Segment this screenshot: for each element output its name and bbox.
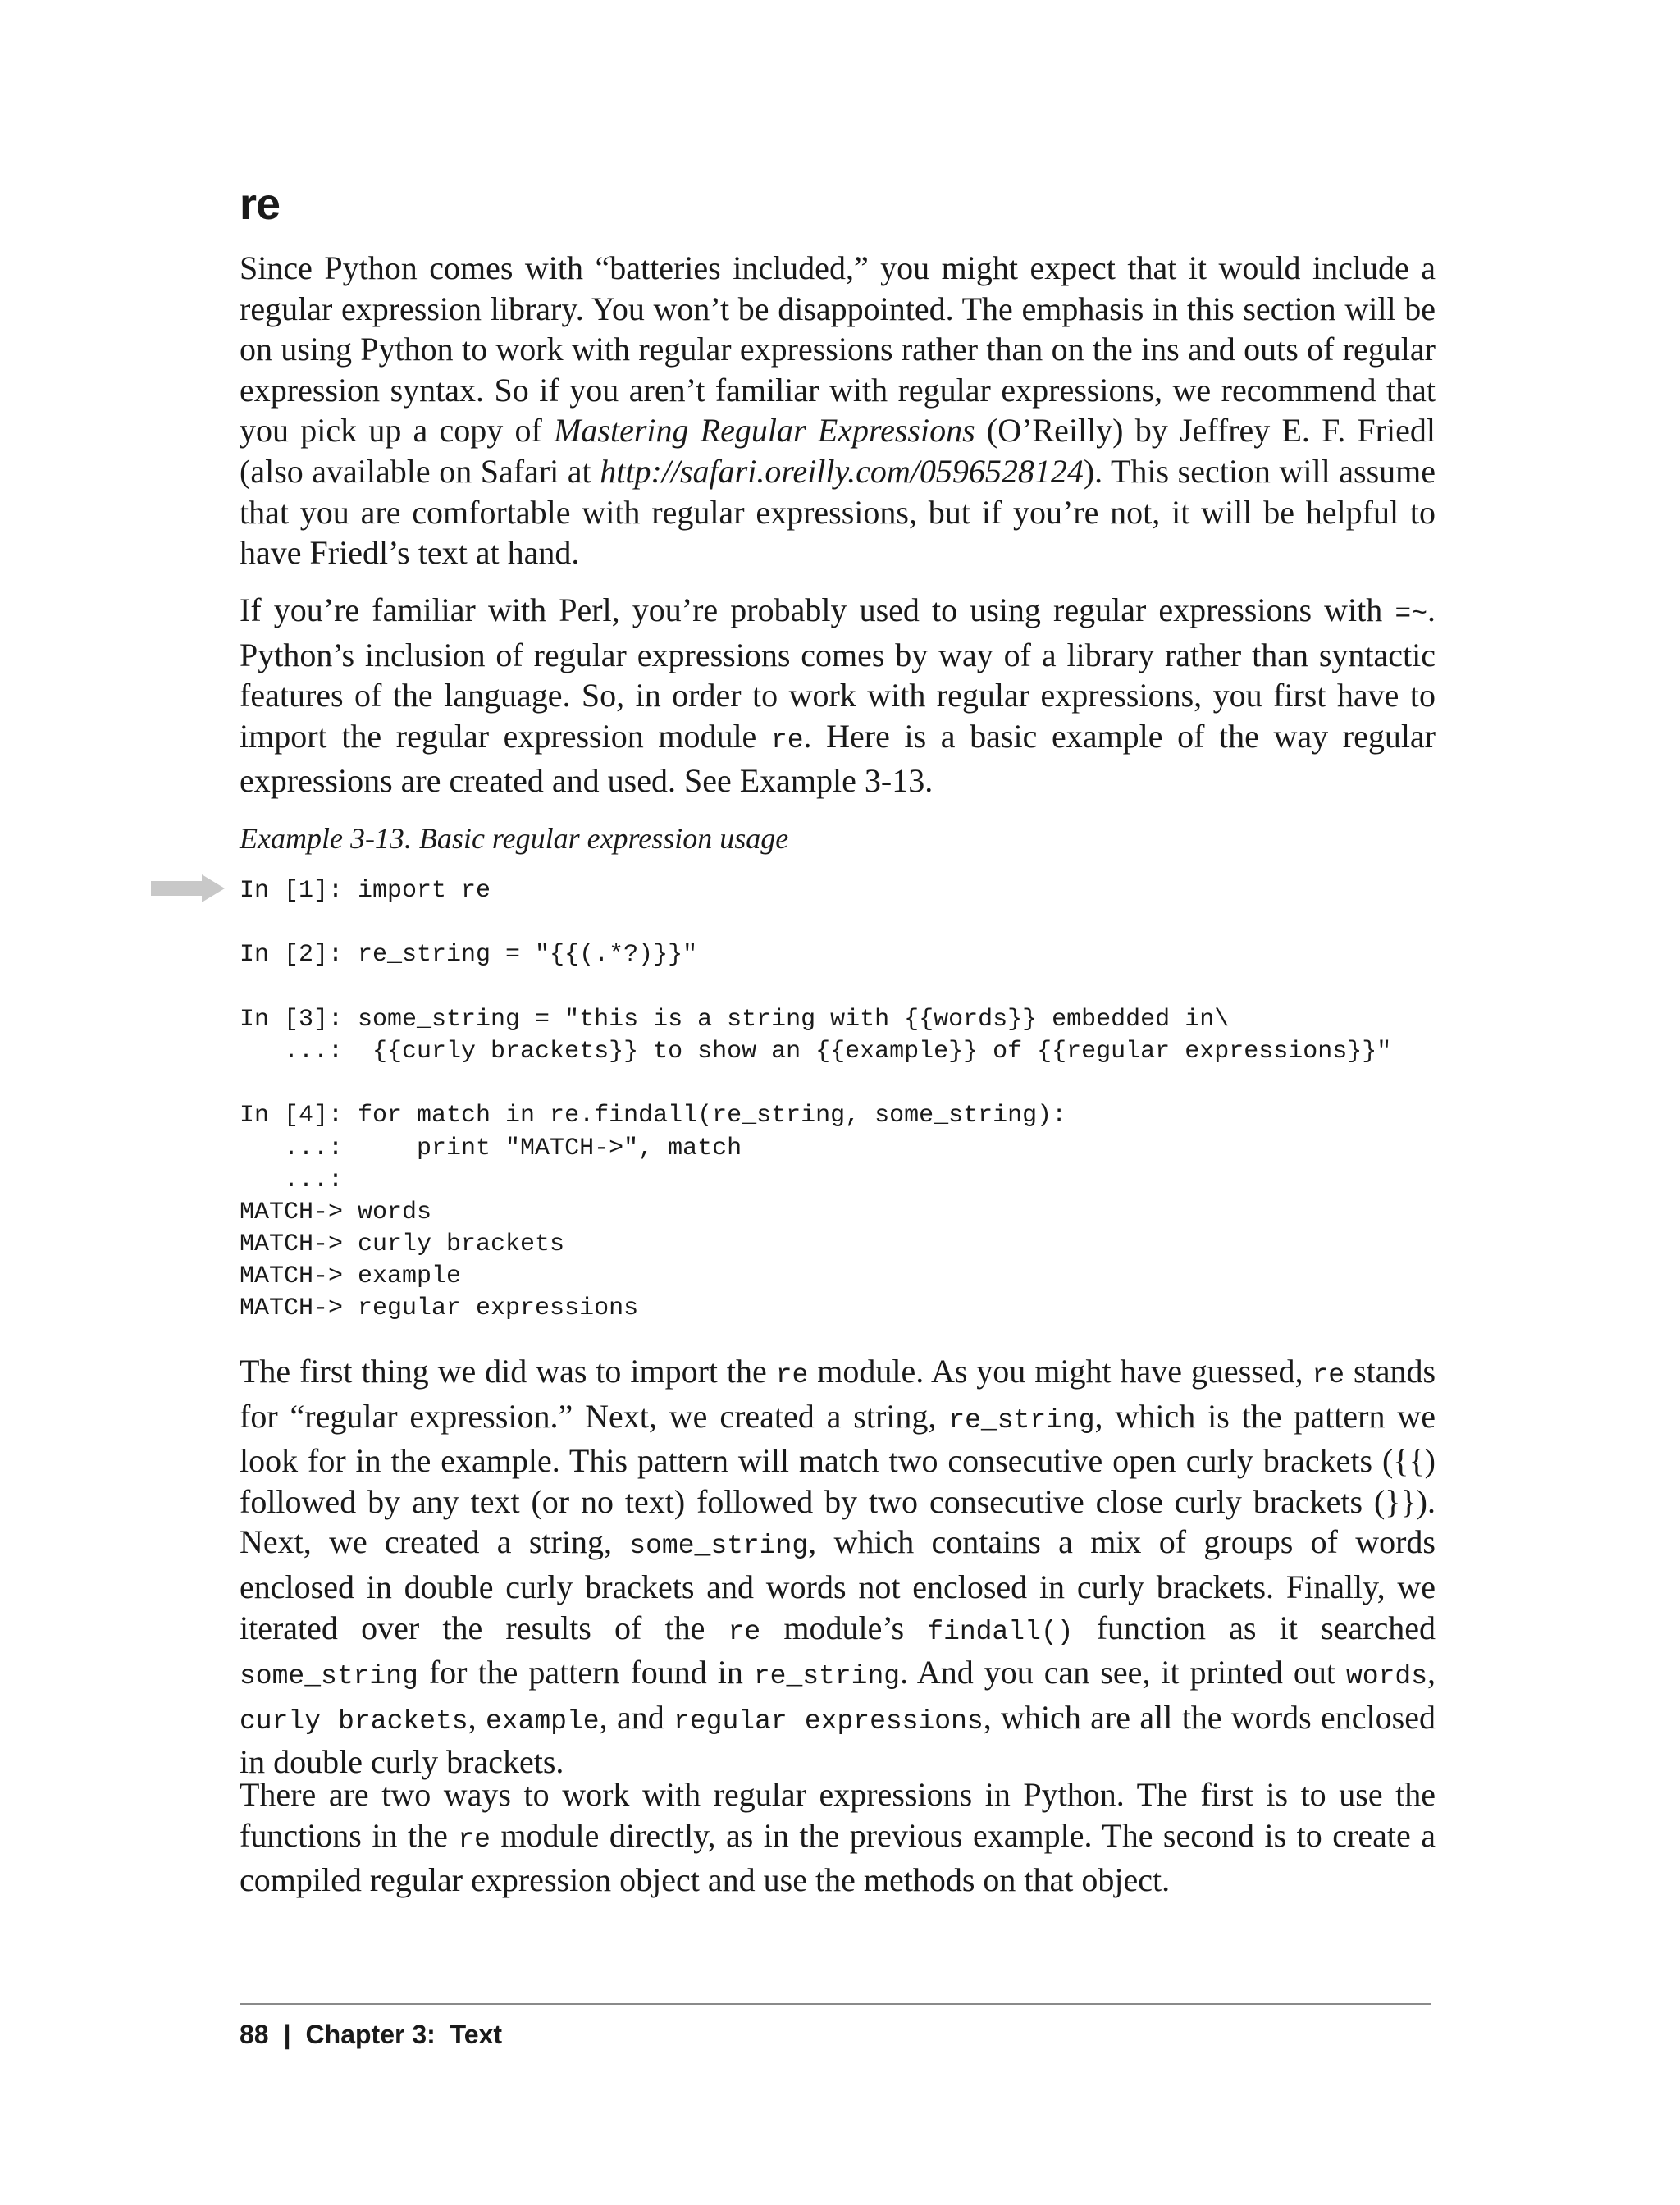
text-run: There are two ways to work with regular expressions in Python. The first is to use the functions in the <box>240 1776 1436 1854</box>
inline-code: findall() <box>927 1616 1074 1647</box>
code-output-line: MATCH-> regular expressions <box>240 1294 639 1323</box>
text-run: , which are all the words enclosed in double curly brackets. <box>240 1698 1436 1781</box>
book-title: Mastering Regular Expressions <box>554 412 975 450</box>
code-output-line: MATCH-> curly brackets <box>240 1230 565 1259</box>
explanation-paragraph <box>240 1351 1436 1783</box>
inline-code: words <box>1345 1661 1428 1692</box>
perl-paragraph <box>240 590 1436 801</box>
text-run: . Python’s inclusion of regular expressions comes by way of a library rather than syntactic features of the language. So, in order to work with regular expressions, you first have to import the regular expression module <box>240 591 1436 755</box>
text-run: stands for “regular expression.” Next, we created a string, <box>240 1353 1436 1435</box>
chapter-title: Chapter 3: Text <box>305 2020 502 2049</box>
closing-paragraph <box>240 1774 1436 1901</box>
text-run: , which is the pattern we look for in the example. This pattern will match two consecutive open curly brackets ({{) followed by any text (or no text) followed by two consecutive close curly brackets (}}). Next, we created a string, <box>240 1397 1436 1561</box>
inline-code: re_string <box>753 1661 901 1692</box>
text-run: module. As you might have guessed, <box>808 1353 1312 1390</box>
inline-code: some_string <box>240 1661 418 1692</box>
section-heading: re <box>240 180 281 229</box>
inline-code: re <box>458 1824 491 1855</box>
text-run: function as it searched <box>1073 1609 1436 1646</box>
code-line: In [3]: some_string = "this is a string with {{words}} embedded in\ <box>240 1005 1230 1034</box>
code-line: In [2]: re_string = "{{(.*?)}}" <box>240 941 698 970</box>
inline-code: re_string <box>948 1404 1095 1436</box>
code-output-line: MATCH-> words <box>240 1198 432 1226</box>
inline-code: re <box>728 1616 761 1647</box>
inline-code: regular expressions <box>673 1705 984 1737</box>
inline-code: re <box>770 724 804 756</box>
code-listing <box>240 875 1391 1326</box>
text-run: . And you can see, it printed out <box>900 1654 1346 1691</box>
inline-code: some_string <box>629 1531 809 1562</box>
footer-separator: | <box>283 2020 291 2049</box>
code-line <box>240 1068 1391 1100</box>
text-run: The first thing we did was to import the <box>240 1353 776 1390</box>
intro-paragraph <box>240 248 1436 573</box>
page-number: 88 <box>240 2020 269 2049</box>
safari-url: http://safari.oreilly.com/0596528124 <box>600 452 1084 490</box>
text-run: module’s <box>760 1609 928 1646</box>
code-line: ...: {{curly brackets}} to show an {{example}} of {{regular expressions}}" <box>240 1037 1392 1066</box>
right-arrow-icon <box>151 874 225 902</box>
code-line: In [1]: import re <box>240 877 491 905</box>
code-output-line: MATCH-> example <box>240 1262 462 1291</box>
text-run: ). This section will assume that you are comfortable with regular expressions, but if you’re not, it will be helpful to have Friedl’s text at hand. <box>240 452 1436 572</box>
text-run: , <box>1427 1654 1436 1691</box>
text-run: (O’Reilly) by Jeffrey E. F. Friedl (also available on Safari at <box>240 412 1436 490</box>
footer-divider <box>240 2003 1431 2005</box>
code-line: ...: <box>240 1166 344 1194</box>
text-run: . Here is a basic example of the way regular expressions are created and used. See Example 3-13. <box>240 717 1436 800</box>
inline-code: re <box>1312 1360 1345 1390</box>
text-run: , <box>468 1698 486 1736</box>
code-line <box>240 972 1391 1004</box>
inline-code: re <box>775 1360 809 1390</box>
text-run: Since Python comes with “batteries included,” you might expect that it would include a regular expression library. You won’t be disappointed. The emphasis in this section will be on using Python to work with regular expressions rather than on the ins and outs of regular expression syntax. So if you aren’t familiar with regular expressions, we recommend that you pick up a copy of <box>240 249 1436 450</box>
code-line: ...: print "MATCH->", match <box>240 1134 742 1162</box>
inline-code: curly brackets <box>240 1705 468 1737</box>
inline-code: example <box>485 1705 600 1737</box>
text-run: If you’re familiar with Perl, you’re probably used to using regular expressions with <box>240 591 1395 628</box>
text-run: module directly, as in the previous example. The second is to create a compiled regular expression object and use the methods on that object. <box>240 1816 1436 1899</box>
text-run: , and <box>599 1698 674 1736</box>
text-run: for the pattern found in <box>418 1654 754 1691</box>
page-footer <box>240 2018 502 2051</box>
text-run: , which contains a mix of groups of words enclosed in double curly brackets and words not enclosed in curly brackets. Finally, we iterated over the results of the <box>240 1523 1436 1646</box>
code-line <box>240 907 1391 939</box>
code-line: In [4]: for match in re.findall(re_string, some_string): <box>240 1102 1067 1130</box>
inline-code: =~ <box>1395 599 1427 629</box>
example-caption: Example 3-13. Basic regular expression usage <box>240 822 789 855</box>
